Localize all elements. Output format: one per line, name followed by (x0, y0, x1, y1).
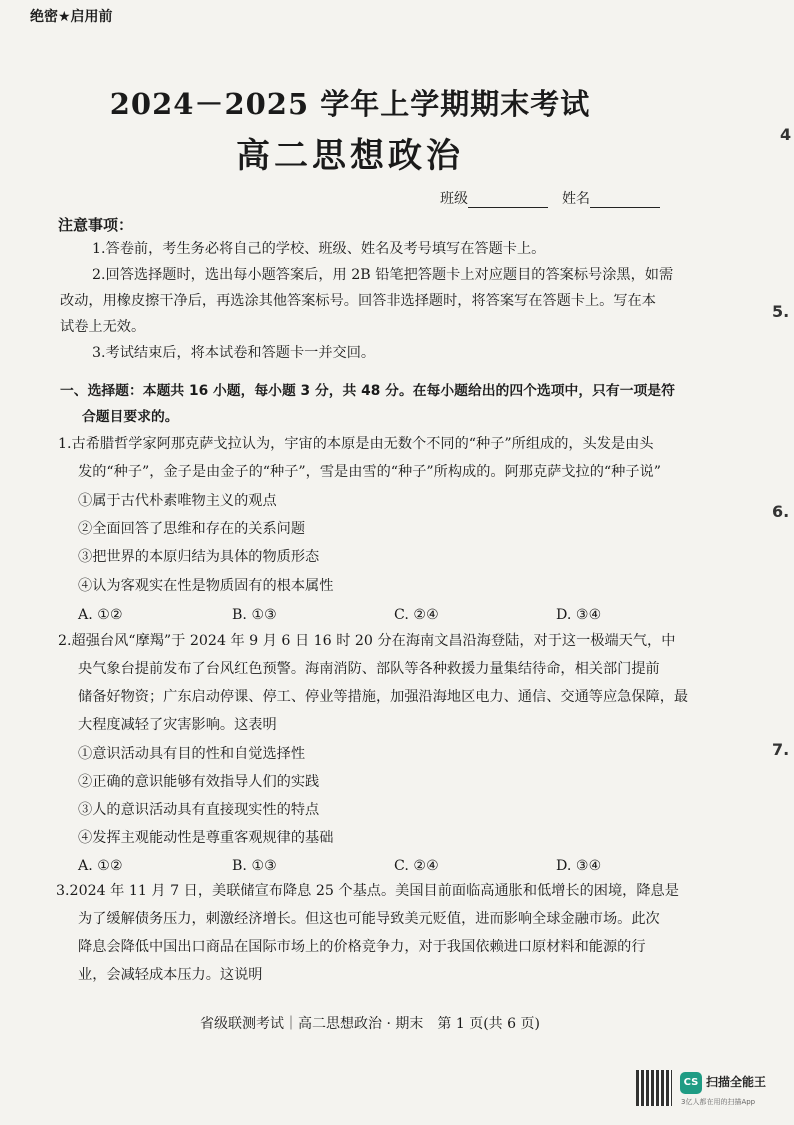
q1-item-1: ①属于古代朴素唯物主义的观点 (78, 493, 277, 509)
page-footer: 省级联测考试｜高二思想政治 · 期末 第 1 页(共 6 页) (200, 1016, 540, 1032)
q2-option-a: A. ①② (78, 858, 123, 874)
note-2-cont: 改动，用橡皮擦干净后，再选涂其他答案标号。回答非选择题时，将答案写在答题卡上。写在本 (60, 293, 656, 309)
edge-number-6: 6. (772, 502, 790, 521)
q1-option-d: D. ③④ (556, 607, 602, 623)
subject-title: 高二思想政治 (236, 136, 464, 176)
note-1: 1.答卷前，考生务必将自己的学校、班级、姓名及考号填写在答题卡上。 (92, 241, 546, 257)
q1-item-3: ③把世界的本原归结为具体的物质形态 (78, 549, 320, 565)
q3-stem-3: 降息会降低中国出口商品在国际市场上的价格竞争力，对于我国依赖进口原材料和能源的行 (78, 939, 646, 955)
q2-stem-4: 大程度减轻了灾害影响。这表明 (78, 717, 277, 733)
q1-stem-2: 发的“种子”，金子是由金子的“种子”，雪是由雪的“种子”所构成的。阿那克萨戈拉的“种子说” (78, 464, 661, 480)
q2-stem-1: 2.超强台风“摩羯”于 2024 年 9 月 6 日 16 时 20 分在海南文昌沿海登陆，对于这一极端天气，中 (58, 633, 676, 649)
camscanner-name: 扫描全能王 (706, 1075, 767, 1089)
camscanner-logo-icon: CS (680, 1072, 702, 1094)
q1-stem-1: 1.古希腊哲学家阿那克萨戈拉认为，宇宙的本原是由无数个不同的“种子”所组成的，头发是由头 (58, 436, 654, 452)
qr-code-icon (636, 1070, 672, 1106)
q3-stem-1: 3.2024 年 11 月 7 日，美联储宣布降息 25 个基点。美国目前面临高通胀和低增长的困境，降息是 (56, 883, 679, 899)
camscanner-slogan: 3亿人都在用的扫描App (681, 1098, 756, 1106)
section-heading: 一、选择题：本题共 16 小题，每小题 3 分，共 48 分。在每小题给出的四个选项中，只有一项是符 (60, 383, 675, 399)
exam-title: 2024－2025 学年上学期期末考试 (109, 87, 591, 121)
q2-option-d: D. ③④ (556, 858, 602, 874)
edge-number-7: 7. (772, 740, 790, 759)
class-label: 班级 (440, 191, 468, 207)
q1-item-4: ④认为客观实在性是物质固有的根本属性 (78, 578, 334, 594)
q3-stem-4: 业，会减轻成本压力。这说明 (78, 967, 263, 983)
notes-heading: 注意事项： (58, 216, 134, 234)
edge-number-4: 4 (780, 125, 792, 144)
q2-option-c: C. ②④ (394, 858, 439, 874)
q2-stem-2: 央气象台提前发布了台风红色预警。海南消防、部队等各种救援力量集结待命，相关部门提前 (78, 661, 660, 677)
q2-item-4: ④发挥主观能动性是尊重客观规律的基础 (78, 830, 334, 846)
q1-option-a: A. ①② (78, 607, 123, 623)
class-blank (468, 193, 548, 208)
q2-option-b: B. ①③ (232, 858, 277, 874)
q1-option-c: C. ②④ (394, 607, 439, 623)
note-2: 2.回答选择题时，选出每小题答案后，用 2B 铅笔把答题卡上对应题目的答案标号涂黑，如需 (92, 267, 674, 283)
q3-stem-2: 为了缓解债务压力，刺激经济增长。但这也可能导致美元贬值，进而影响全球金融市场。此次 (78, 911, 660, 927)
note-3: 3.考试结束后，将本试卷和答题卡一并交回。 (92, 345, 376, 361)
q1-item-2: ②全面回答了思维和存在的关系问题 (78, 521, 306, 537)
edge-number-5: 5. (772, 302, 790, 321)
section-heading-cont: 合题目要求的。 (82, 409, 179, 425)
q2-item-3: ③人的意识活动具有直接现实性的特点 (78, 802, 320, 818)
class-name-line (440, 188, 660, 208)
name-blank (590, 193, 660, 208)
note-2-end: 试卷上无效。 (60, 319, 146, 335)
q2-item-1: ①意识活动具有目的性和自觉选择性 (78, 746, 306, 762)
q1-option-b: B. ①③ (232, 607, 277, 623)
q2-item-2: ②正确的意识能够有效指导人们的实践 (78, 774, 320, 790)
q2-stem-3: 储备好物资；广东启动停课、停工、停业等措施，加强沿海地区电力、通信、交通等应急保障，最 (78, 689, 689, 705)
confidential-label: 绝密★启用前 (30, 9, 113, 25)
name-label: 姓名 (562, 191, 590, 207)
